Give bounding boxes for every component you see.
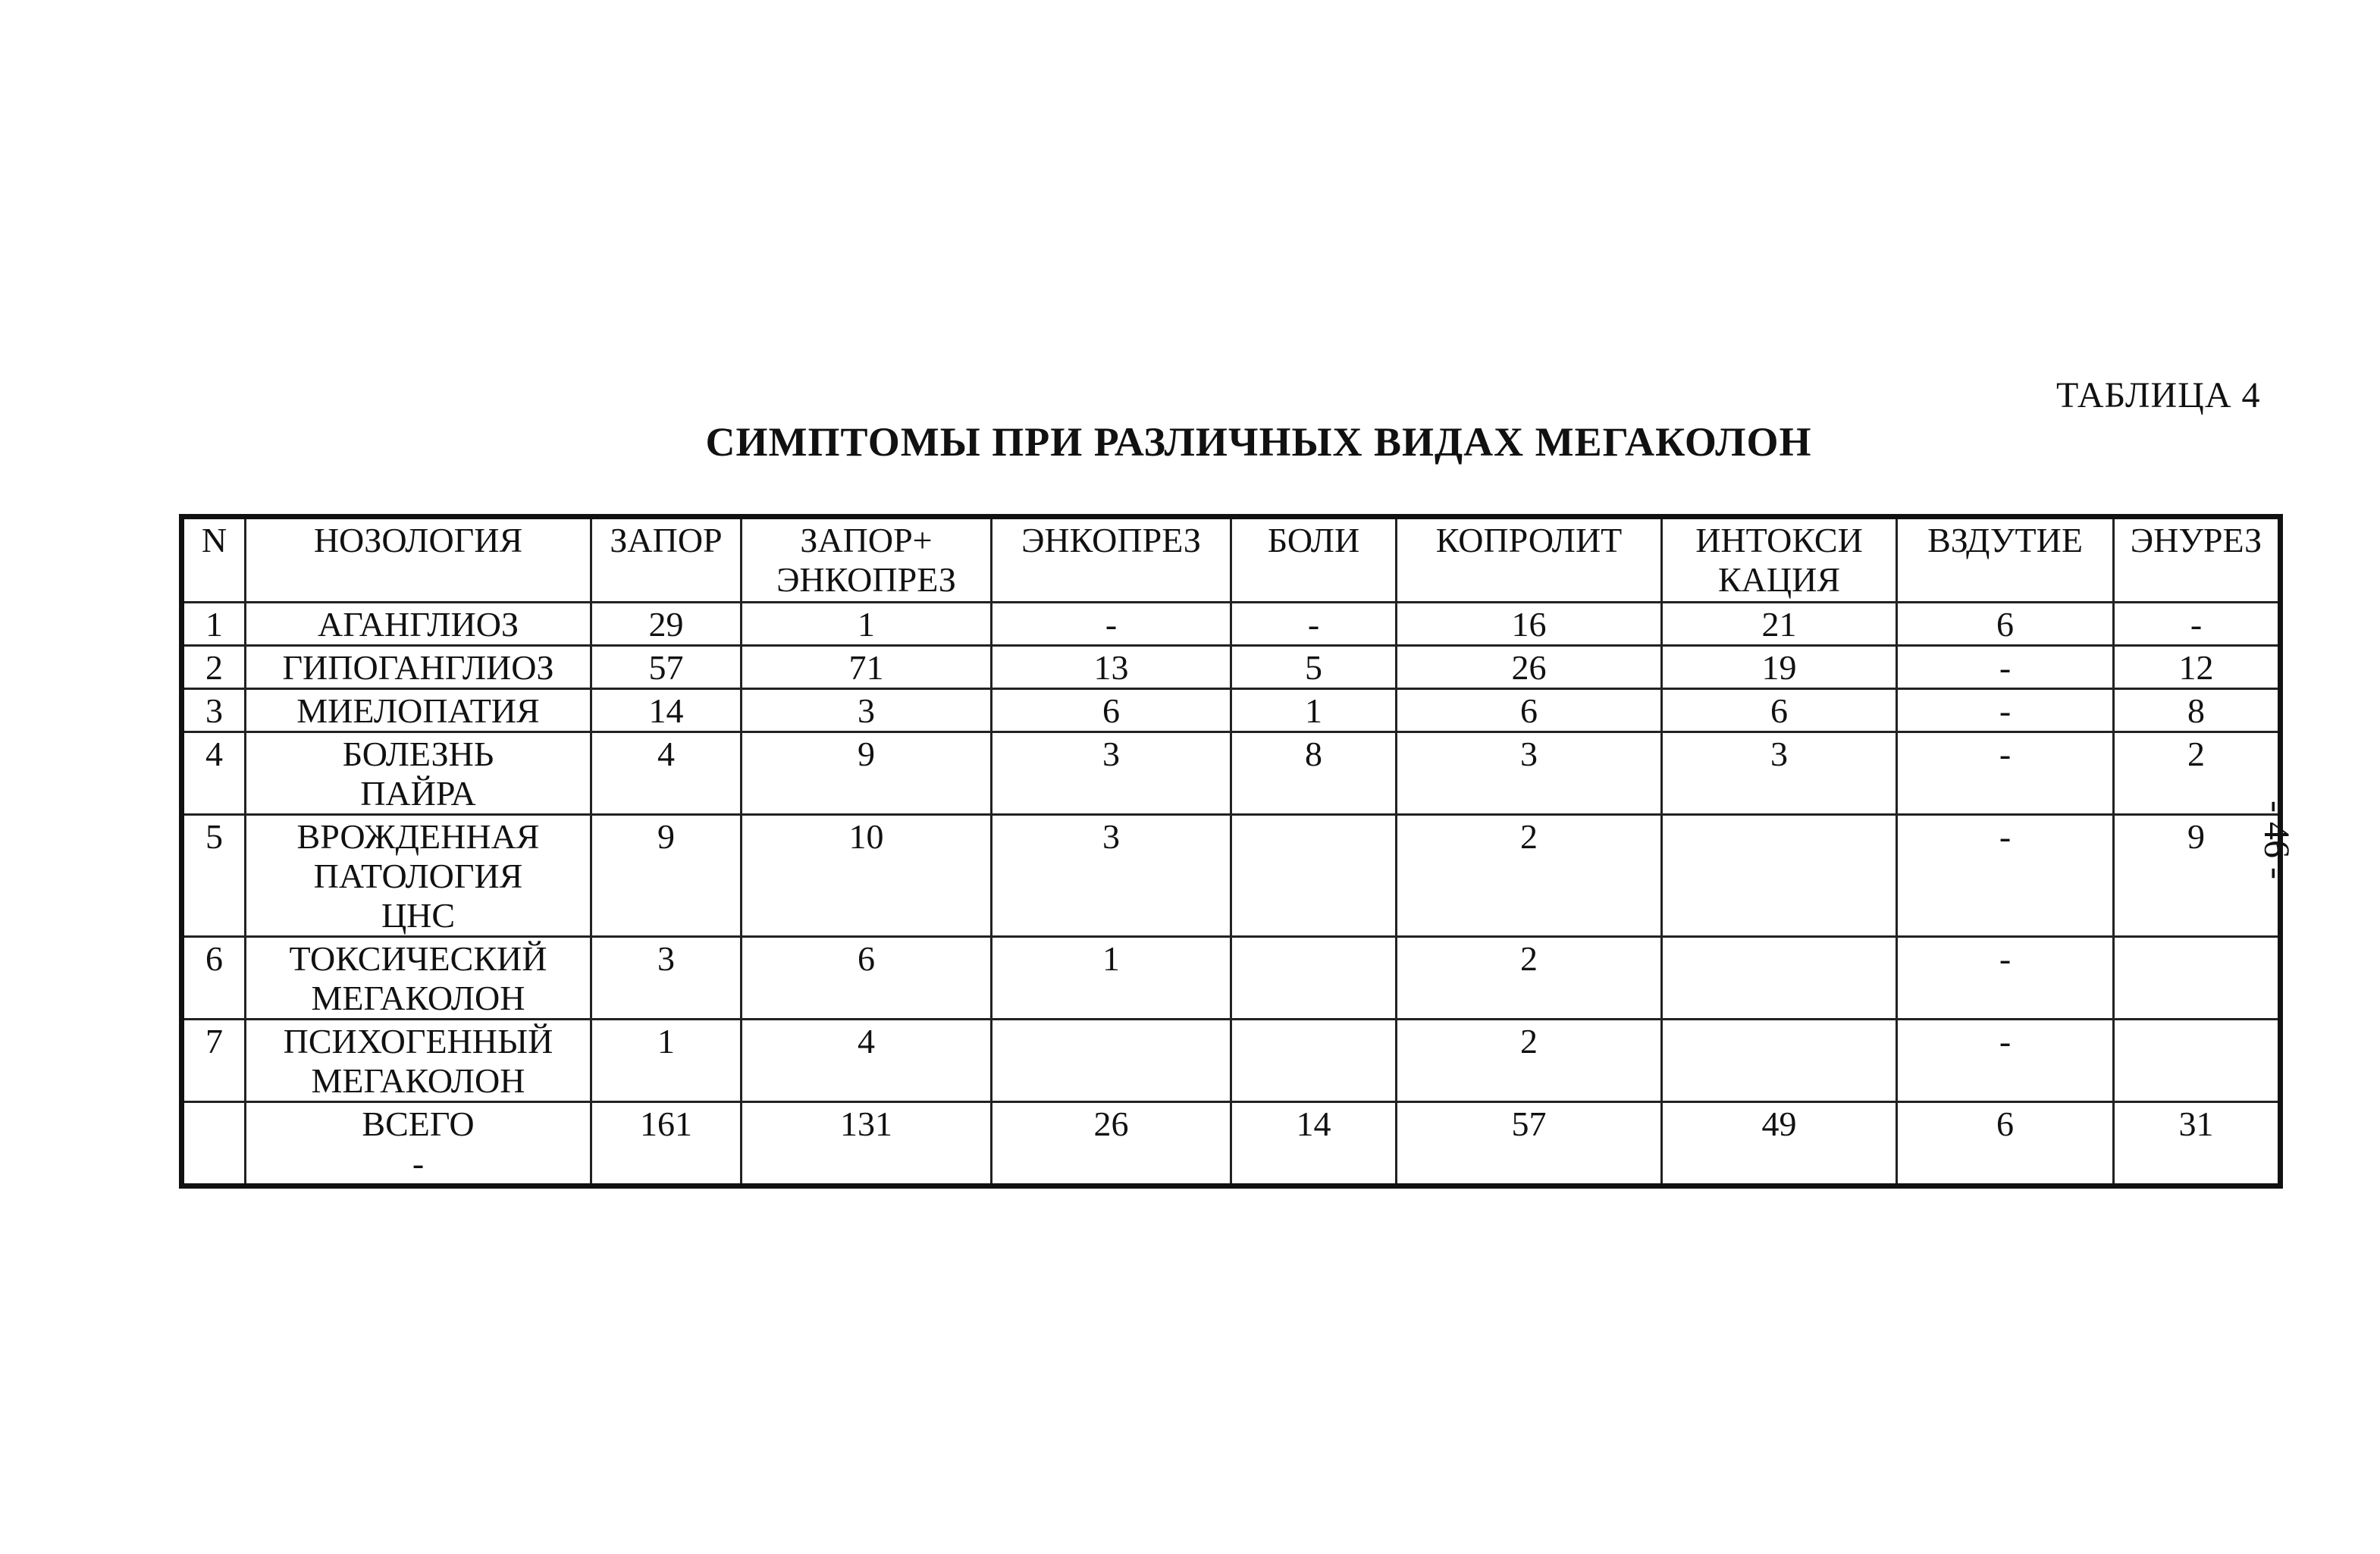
table-row: [182, 815, 2281, 937]
table-cell: 2: [1397, 815, 1662, 937]
table-cell: [2114, 1020, 2281, 1102]
table-cell: 3: [591, 937, 742, 1020]
table-cell: [182, 1102, 246, 1186]
table-cell: -: [1897, 1020, 2114, 1102]
table-cell: 1: [1231, 689, 1397, 732]
table-cell: [1662, 1020, 1897, 1102]
column-header: КОПРОЛИТ: [1397, 517, 1662, 603]
table-cell: 29: [591, 603, 742, 646]
table-cell: 1: [182, 603, 246, 646]
table-cell: 2: [1397, 937, 1662, 1020]
table-cell: 6: [182, 937, 246, 1020]
table-cell: 26: [1397, 646, 1662, 689]
table-cell: 2: [1397, 1020, 1662, 1102]
table-cell: ГИПОГАНГЛИОЗ: [246, 646, 591, 689]
table-cell: 9: [2114, 815, 2281, 937]
table-cell: 3: [742, 689, 992, 732]
table-cell: 1: [992, 937, 1231, 1020]
table-cell: [1231, 937, 1397, 1020]
table-row: [182, 1020, 2281, 1102]
column-header: НОЗОЛОГИЯ: [246, 517, 591, 603]
table-cell: 3: [1662, 732, 1897, 815]
column-header: ЭНУРЕЗ: [2114, 517, 2281, 603]
table-cell: 2: [2114, 732, 2281, 815]
table-cell: 131: [742, 1102, 992, 1186]
table-cell: -: [1897, 815, 2114, 937]
table-cell: -: [1231, 603, 1397, 646]
table-cell: 14: [1231, 1102, 1397, 1186]
table-cell: 16: [1397, 603, 1662, 646]
table-cell: 6: [1662, 689, 1897, 732]
table-cell: 49: [1662, 1102, 1897, 1186]
table-cell: -: [992, 603, 1231, 646]
table-cell: ПСИХОГЕННЫЙ МЕГАКОЛОН: [246, 1020, 591, 1102]
table-cell: 6: [1897, 603, 2114, 646]
table-cell: 4: [591, 732, 742, 815]
table-cell: 57: [1397, 1102, 1662, 1186]
table-cell: 8: [1231, 732, 1397, 815]
table-cell: [2114, 937, 2281, 1020]
table-cell: ТОКСИЧЕСКИЙ МЕГАКОЛОН: [246, 937, 591, 1020]
table-cell: 13: [992, 646, 1231, 689]
table-cell: 71: [742, 646, 992, 689]
table-cell: -: [1897, 646, 2114, 689]
table-row: [182, 937, 2281, 1020]
table-cell: 1: [591, 1020, 742, 1102]
table-cell: 3: [992, 815, 1231, 937]
table-cell: 4: [742, 1020, 992, 1102]
table-cell: [1662, 815, 1897, 937]
table-row: [182, 689, 2281, 732]
table-cell: 9: [742, 732, 992, 815]
table-cell: 26: [992, 1102, 1231, 1186]
table-cell: 57: [591, 646, 742, 689]
table-cell: 19: [1662, 646, 1897, 689]
table-row: [182, 732, 2281, 815]
table-cell: 5: [182, 815, 246, 937]
table-cell: 4: [182, 732, 246, 815]
table-cell: 3: [992, 732, 1231, 815]
table-cell: 31: [2114, 1102, 2281, 1186]
table-cell: 161: [591, 1102, 742, 1186]
column-header: ИНТОКСИ КАЦИЯ: [1662, 517, 1897, 603]
column-header: N: [182, 517, 246, 603]
table-cell: 12: [2114, 646, 2281, 689]
table-cell: 9: [591, 815, 742, 937]
page-title: СИМПТОМЫ ПРИ РАЗЛИЧНЫХ ВИДАХ МЕГАКОЛОН: [705, 419, 1812, 465]
table-cell: 10: [742, 815, 992, 937]
table-cell: 6: [1397, 689, 1662, 732]
table-cell: -: [1897, 732, 2114, 815]
table-cell: 8: [2114, 689, 2281, 732]
page-number: - 46 -: [2256, 800, 2297, 879]
table-row: [182, 603, 2281, 646]
table-cell: ВСЕГО -: [246, 1102, 591, 1186]
table-cell: 6: [992, 689, 1231, 732]
table-cell: 6: [742, 937, 992, 1020]
column-header: ВЗДУТИЕ: [1897, 517, 2114, 603]
table-cell: [1231, 1020, 1397, 1102]
table-cell: [992, 1020, 1231, 1102]
table-cell: [1662, 937, 1897, 1020]
column-header: ЭНКОПРЕЗ: [992, 517, 1231, 603]
table-cell: 3: [1397, 732, 1662, 815]
table-total-row: [182, 1102, 2281, 1186]
table-cell: 14: [591, 689, 742, 732]
table-cell: 2: [182, 646, 246, 689]
table-cell: 1: [742, 603, 992, 646]
table-row: [182, 646, 2281, 689]
table-cell: 7: [182, 1020, 246, 1102]
table-cell: -: [1897, 937, 2114, 1020]
table-cell: ВРОЖДЕННАЯ ПАТОЛОГИЯ ЦНС: [246, 815, 591, 937]
table-label: ТАБЛИЦА 4: [2056, 375, 2261, 415]
table-cell: [1231, 815, 1397, 937]
column-header: ЗАПОР+ ЭНКОПРЕЗ: [742, 517, 992, 603]
table-cell: АГАНГЛИОЗ: [246, 603, 591, 646]
table-cell: 6: [1897, 1102, 2114, 1186]
table-cell: 21: [1662, 603, 1897, 646]
table-cell: 5: [1231, 646, 1397, 689]
table-cell: -: [1897, 689, 2114, 732]
table-cell: 3: [182, 689, 246, 732]
column-header: ЗАПОР: [591, 517, 742, 603]
table-cell: МИЕЛОПАТИЯ: [246, 689, 591, 732]
column-header: БОЛИ: [1231, 517, 1397, 603]
table-cell: -: [2114, 603, 2281, 646]
table-header-row: [182, 517, 2281, 603]
table-cell: БОЛЕЗНЬ ПАЙРА: [246, 732, 591, 815]
symptoms-table: [179, 514, 2283, 1189]
